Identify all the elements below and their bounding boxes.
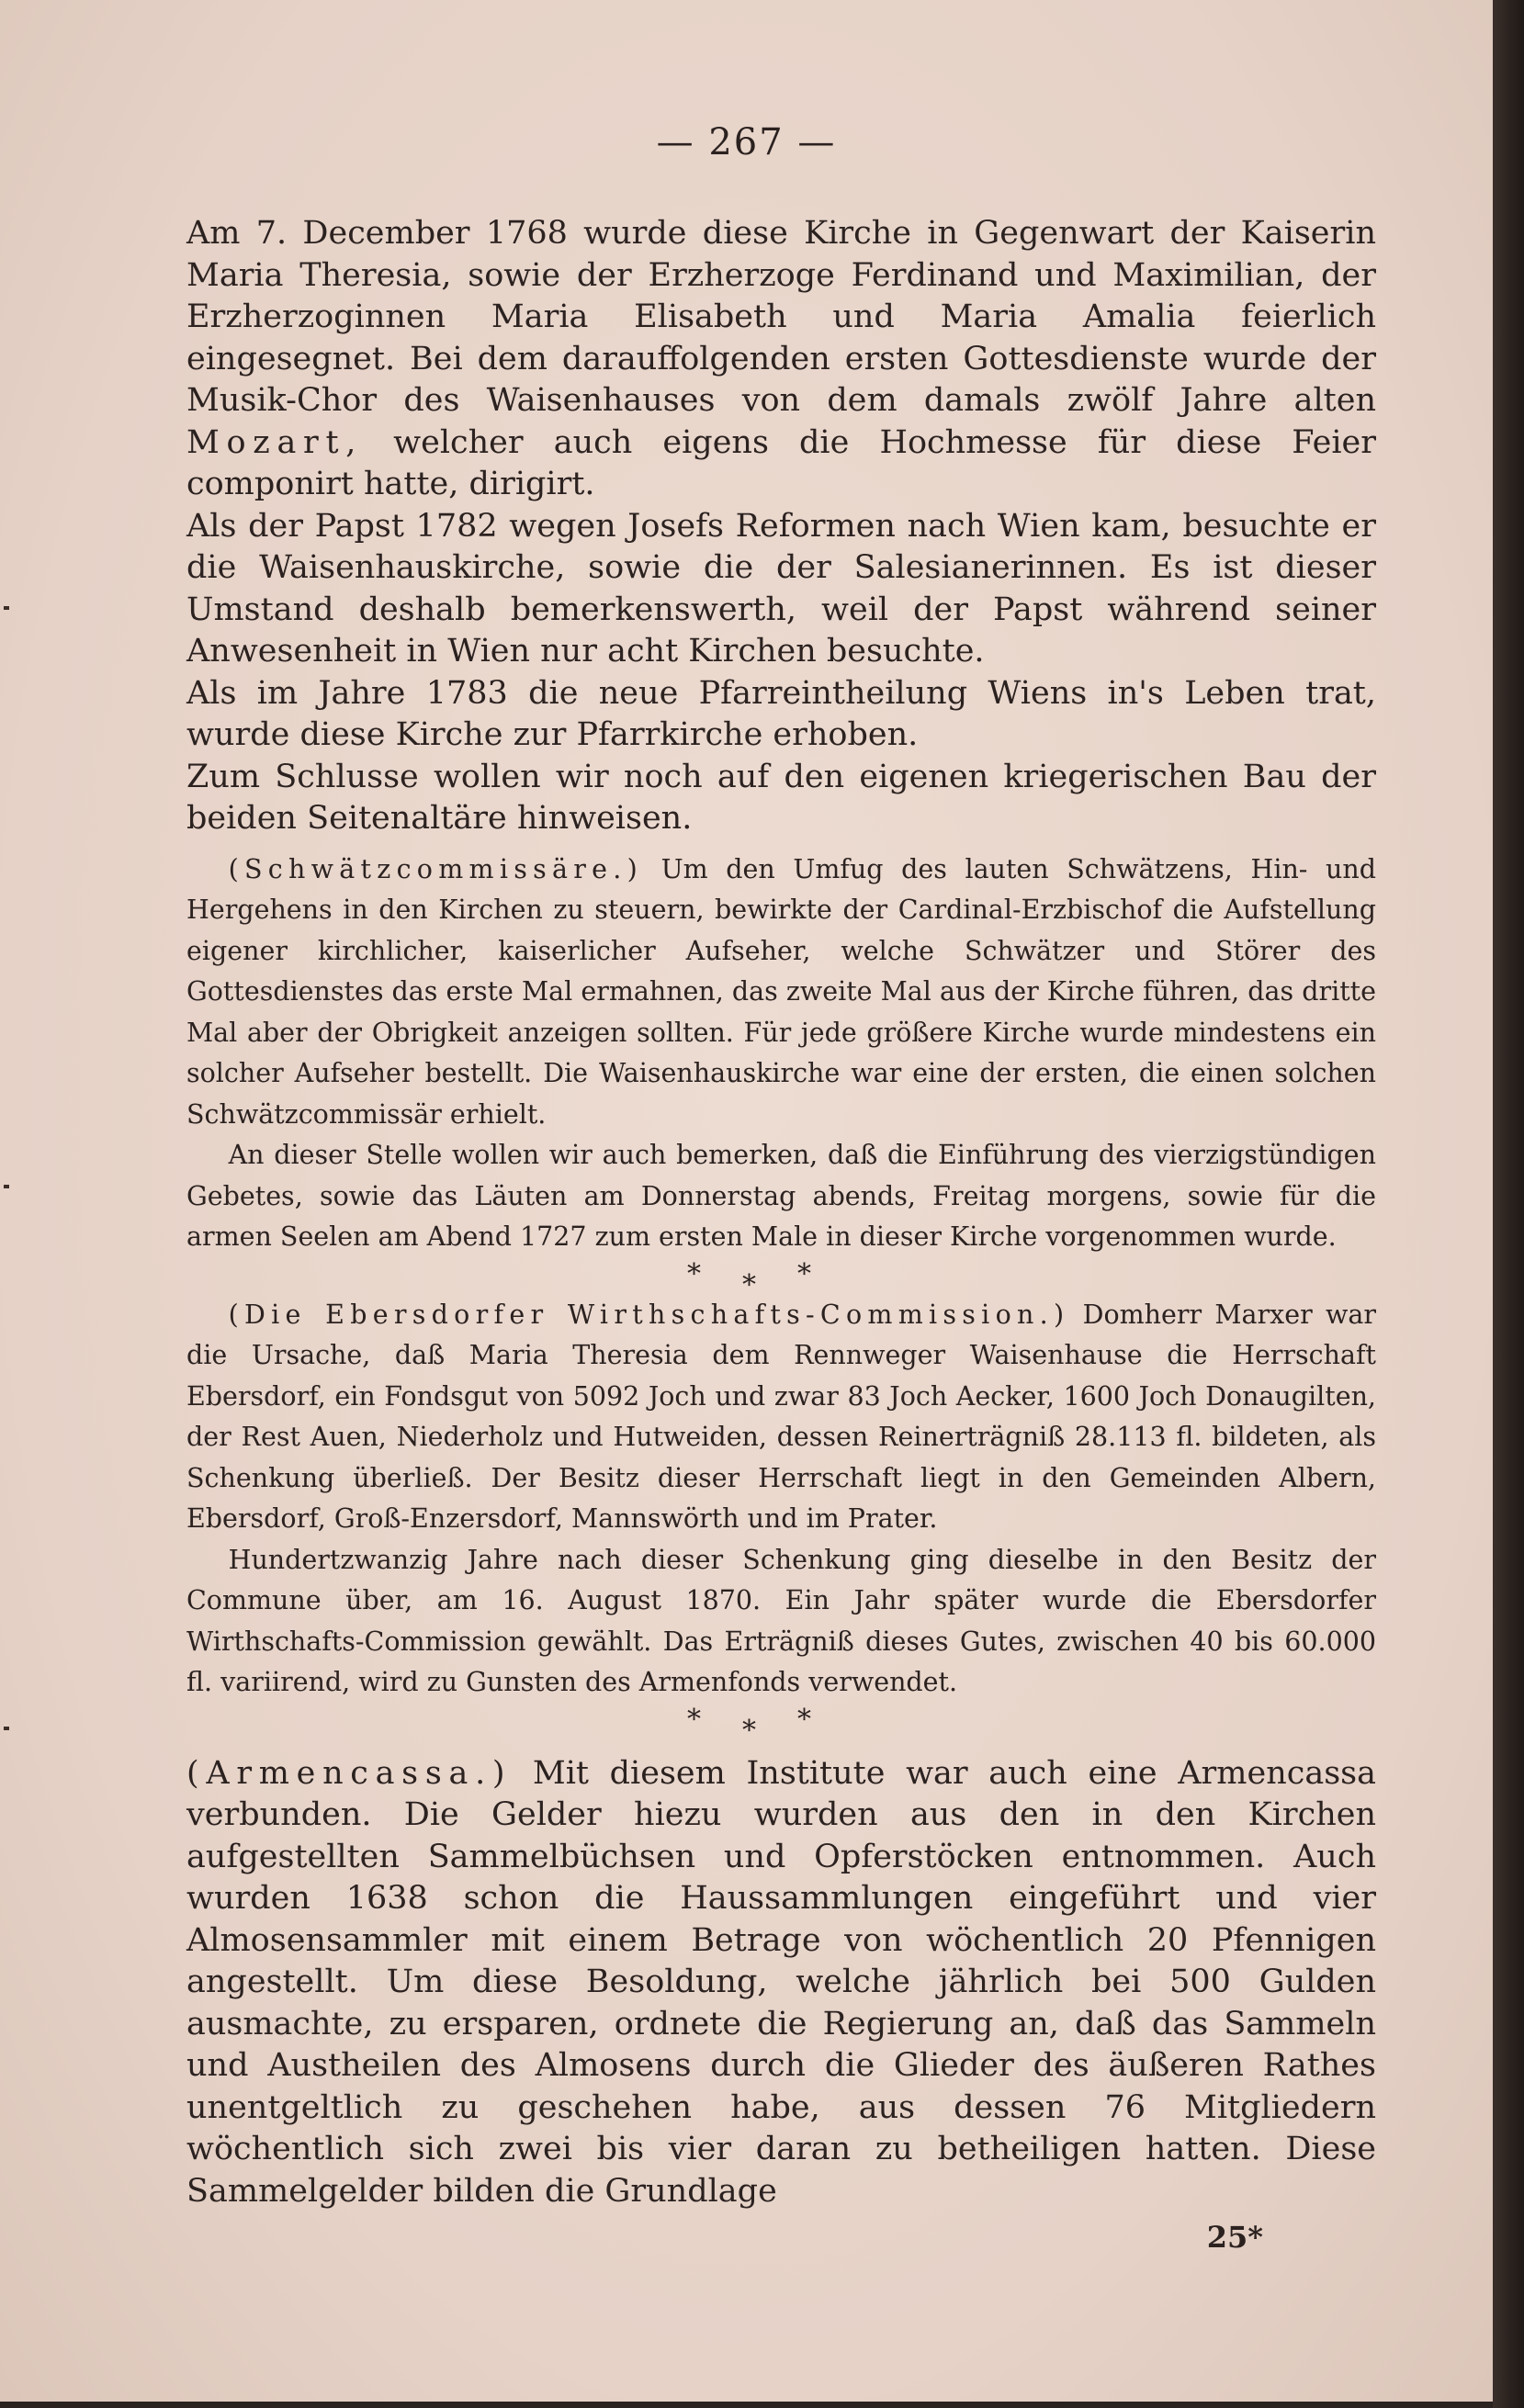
paragraph-armencassa <box>186 1753 1376 2213</box>
asterisk: * <box>742 1268 756 1301</box>
note-commune: Hundertzwanzig Jahre nach dieser Schenkung ging dieselbe in den Besitz der Commune über, am 16. August 1870. Ein Jahr später wurde die Ebersdorfer Wirthschafts-Commission gewählt. Das Erträgniß dieses Gutes, zwischen 40 bis 60.000 fl. variirend, wird zu Gunsten des Armenfonds verwendet. <box>186 1544 1376 1697</box>
book-spine-edge <box>1493 0 1524 2408</box>
paragraph-text: welcher auch eigens die Hochmesse für diese Feier componirt hatte, dirigirt. <box>186 423 1376 502</box>
note-prayer: An dieser Stelle wollen wir auch bemerken, daß die Einführung des vierzigstündigen Gebetes, sowie das Läuten am Donnerstag abends, Freitag morgens, sowie für die armen Seelen am Abend 1727 zum ersten Male in dieser Kirche vorgenommen wurde. <box>186 1140 1376 1252</box>
note-ebersdorf <box>186 1295 1376 1540</box>
paragraph-text: Mit diesem Institute war auch eine Armencassa verbunden. Die Gelder hiezu wurden aus den in den Kirchen aufgestellten Sammelbüchsen und Opferstöcken entnommen. Auch wurden 1638 schon die Haussammlungen eingeführt und vier Almosensammler mit einem Betrage von wöchentlich 20 Pfennigen angestellt. Um diese Besoldung, welche jährlich bei 500 Gulden ausmachte, zu ersparen, ordnete die Regierung an, daß das Sammeln und Austheilen des Almosens durch die Glieder des äußeren Rathes unentgeltlich zu geschehen habe, aus dessen 76 Mitgliedern wöchentlich sich zwei bis vier daran zu betheiligen hatten. Diese Sammelgelder bilden die Grundlage <box>186 1754 1376 2210</box>
asterism-separator <box>186 1703 1376 1747</box>
asterisk: * <box>687 1703 701 1736</box>
note-schwaetzcommissaere <box>186 850 1376 1136</box>
paragraph-dedication <box>186 213 1376 506</box>
paragraph-pope-visit: Als der Papst 1782 wegen Josefs Reformen nach Wien kam, besuchte er die Waisenhauskirche, sowie die der Salesianerinnen. Es ist dieser Umstand deshalb bemerkenswerth, weil der Papst während seiner Anwesenheit in Wien nur acht Kirchen besuchte. <box>186 507 1376 670</box>
asterisk: * <box>687 1257 701 1290</box>
name-mozart: Mozart, <box>186 423 364 461</box>
asterisk: * <box>742 1714 756 1747</box>
asterism-separator <box>186 1257 1376 1301</box>
paragraph-text: Am 7. December 1768 wurde diese Kirche in Gegenwart der Kaiserin Maria Theresia, sowie der Erzherzoge Ferdinand und Maximilian, der Erzherzoginnen Maria Elisabeth und Maria Amalia feierlich eingesegnet. Bei dem darauffolgenden ersten Gottesdienste wurde der Musik-Chor des Waisenhauses von dem damals zwölf Jahre alten <box>186 215 1376 419</box>
asterisk: * <box>797 1703 811 1736</box>
page-number: — 267 — <box>656 121 837 163</box>
signature-mark: 25* <box>1206 2220 1263 2255</box>
margin-mark <box>4 1185 9 1188</box>
page-body <box>186 213 1376 2212</box>
margin-mark <box>4 1727 9 1730</box>
asterisk: * <box>797 1257 811 1290</box>
paragraph-parish: Als im Jahre 1783 die neue Pfarreintheilung Wiens in's Leben trat, wurde diese Kirche zur Pfarrkirche erhoben. <box>186 674 1376 753</box>
note-heading: (Die Ebersdorfer Wirthschafts-Commission.) <box>228 1299 1070 1330</box>
paragraph-side-altars: Zum Schlusse wollen wir noch auf den eigenen kriegerischen Bau der beiden Seitenaltäre hinweisen. <box>186 758 1376 837</box>
paragraph-heading: (Armencassa.) <box>186 1754 513 1792</box>
note-text: Domherr Marxer war die Ursache, daß Maria Theresia dem Rennweger Waisenhause die Herrschaft Ebersdorf, ein Fondsgut von 5092 Joch und zwar 83 Joch Aecker, 1600 Joch Donaugilten, der Rest Auen, Niederholz und Hutweiden, dessen Reinerträgniß 28.113 fl. bildeten, als Schenkung überließ. Der Besitz dieser Herrschaft liegt in den Gemeinden Albern, Ebersdorf, Groß-Enzersdorf, Mannswörth und im Prater. <box>186 1299 1376 1534</box>
note-heading: (Schwätzcommissäre.) <box>228 853 644 884</box>
note-text: Um den Umfug des lauten Schwätzens, Hin- und Hergehens in den Kirchen zu steuern, bewirkte der Cardinal-Erzbischof die Aufstellung eigener kirchlicher, kaiserlicher Aufseher, welche Schwätzer und Störer des Gottesdienstes das erste Mal ermahnen, das zweite Mal aus der Kirche führen, das dritte Mal aber der Obrigkeit anzeigen sollten. Für jede größere Kirche wurde mindestens ein solcher Aufseher bestellt. Die Waisenhauskirche war eine der ersten, die einen solchen Schwätzcommissär erhielt. <box>186 853 1376 1130</box>
margin-mark <box>4 606 9 610</box>
